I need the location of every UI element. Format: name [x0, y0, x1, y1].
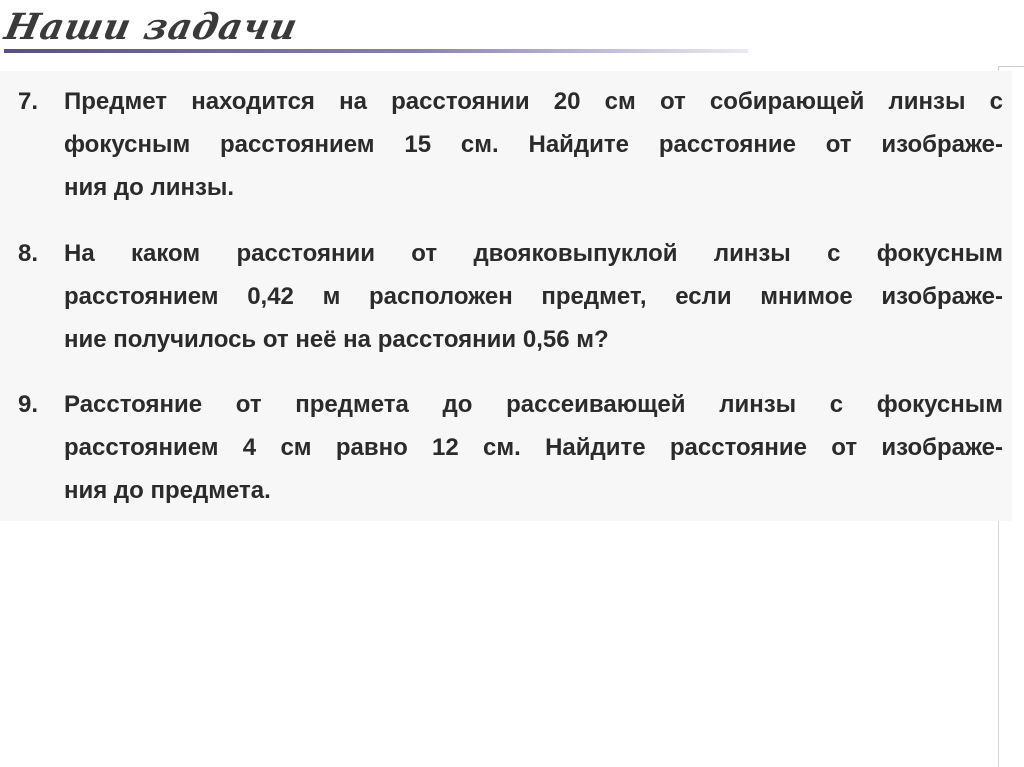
problem-number: 7.: [18, 88, 39, 115]
problem-text-line: фокусным расстоянием 15 см. Найдите расстояние от изображе-: [64, 131, 1003, 158]
indent: [18, 426, 64, 469]
problem-line: [18, 123, 1003, 166]
problem-text-line: расстоянием 4 см равно 12 см. Найдите расстояние от изображе-: [64, 434, 1003, 461]
problem-number: 9.: [18, 391, 39, 418]
problem-9: [18, 383, 1003, 512]
problem-text-line: ния до предмета.: [64, 477, 271, 504]
problem-text-line: Расстояние от предмета до рассеивающей линзы с фокусным: [64, 391, 1003, 418]
problem-text-line: Предмет находится на расстоянии 20 см от собирающей линзы с: [64, 88, 1003, 115]
indent: [18, 318, 64, 361]
indent: [18, 275, 64, 318]
problem-line: [18, 232, 1003, 275]
title-underline: [4, 49, 748, 53]
problem-7: [18, 80, 1003, 209]
frame-line-top: [998, 66, 1024, 67]
problem-number: 8.: [18, 240, 39, 267]
problem-line: [18, 166, 1003, 209]
problem-text-line: ния до линзы.: [64, 174, 235, 201]
problem-8: [18, 232, 1003, 361]
problem-text-line: ние получилось от неё на расстоянии 0,56 м?: [64, 326, 609, 353]
problem-line: [18, 469, 1003, 512]
slide-title: Наши задачи: [1, 6, 302, 48]
indent: [18, 469, 64, 512]
problem-line: [18, 426, 1003, 469]
problem-line: [18, 80, 1003, 123]
problem-text-line: расстоянием 0,42 м расположен предмет, если мнимое изображе-: [64, 283, 1003, 310]
indent: [18, 123, 64, 166]
problem-line: [18, 275, 1003, 318]
indent: [18, 166, 64, 209]
problem-text-line: На каком расстоянии от двояковыпуклой линзы с фокусным: [64, 240, 1003, 267]
problem-line: [18, 318, 1003, 361]
problem-line: [18, 383, 1003, 426]
